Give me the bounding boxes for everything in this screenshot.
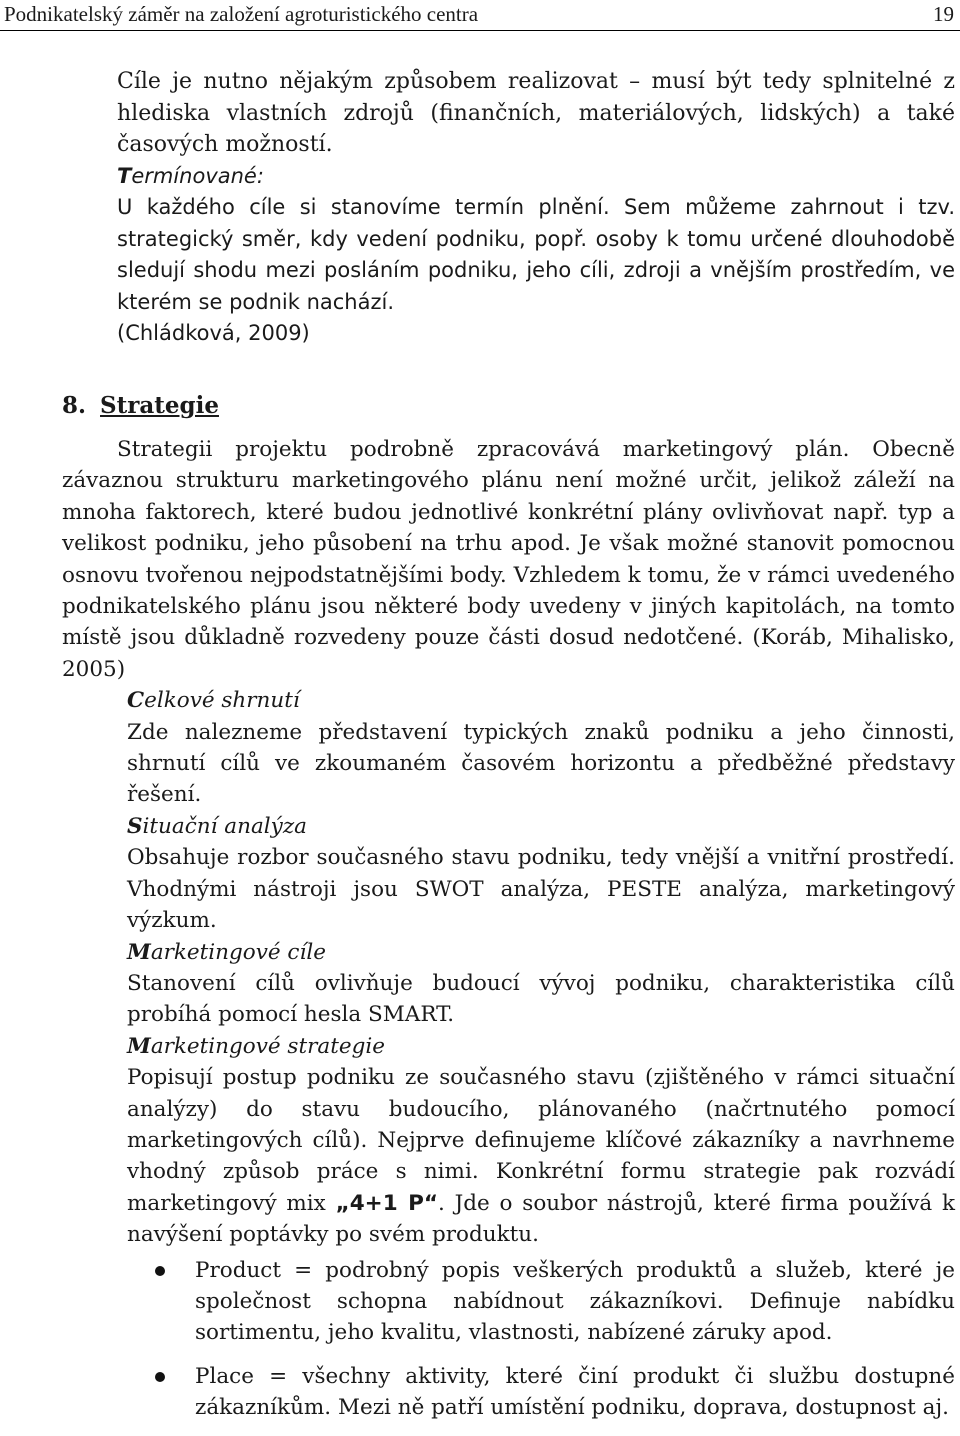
term-label-cap: T bbox=[117, 163, 132, 188]
marketing-mix-list bbox=[62, 1255, 955, 1424]
main-paragraph: Strategii projektu podrobně zpracovává marketingový plán. Obecně závaznou strukturu marketingového plánu není možné určit, jelikož záleží na mnoha faktorech, které budou jednotlivé konkrétní plány ovlivňovat např. typ a velikost podniku, jeho působení na trhu apod. Je však možné stanovit pomocnou osnovu tvořenou nejpodstatnějšími body. Vzhledem k tomu, že v rámci uvedeného podnikatelského plánu jsou některé body uvedeny v jiných kapitolách, na tomto místě jsou důkladně rozvedeny pouze části dosud nedotčené. (Koráb, Mihalisko, 2005) bbox=[62, 437, 955, 682]
strategy-text-after: . Jde o soubor nástrojů, které firma používá k navýšení poptávky po svém produktu. bbox=[127, 1190, 955, 1248]
subsection-marketing-strategies bbox=[127, 1031, 955, 1251]
page-number: 19 bbox=[933, 2, 954, 26]
subsection-title bbox=[127, 811, 955, 842]
subsection-body: Obsahuje rozbor současného stavu podniku, tedy vnější a vnitřní prostředí. Vhodnými nástroji jsou SWOT analýza, PESTE analýza, marketingový výzkum. bbox=[127, 845, 955, 934]
subsection-body: Zde nalezneme představení typických znaků podniku a jeho činnosti, shrnutí cílů ve zkoumaném časovém horizontu a předběžné představy řešení. bbox=[127, 719, 955, 808]
subsection-situational-analysis bbox=[127, 811, 955, 937]
subsection-marketing-goals bbox=[127, 937, 955, 1031]
intro-paragraph: Cíle je nutno nějakým způsobem realizovat – musí být tedy splnitelné z hlediska vlastních zdrojů (finančních, materiálových, lidských) a také časových možností. bbox=[117, 69, 955, 157]
page-header bbox=[0, 0, 960, 31]
bullet-icon bbox=[155, 1372, 165, 1382]
subsection-body bbox=[127, 1062, 955, 1250]
subsection-title-rest: arketingové strategie bbox=[150, 1033, 385, 1059]
section-heading bbox=[62, 390, 219, 422]
section-title: Strategie bbox=[100, 392, 219, 419]
list-item-text: Product = podrobný popis veškerých produktů a služeb, které je společnost schopna nabídnout zákazníkovi. Definuje nabídku sortimentu, jeho kvalitu, vlastnosti, nabízené záruky apod. bbox=[195, 1257, 955, 1346]
term-label-rest: ermínované: bbox=[131, 163, 264, 188]
subsection-title-cap: C bbox=[127, 688, 145, 714]
term-label bbox=[117, 161, 955, 193]
subsection-title bbox=[127, 937, 955, 968]
list-item-text: Place = všechny aktivity, které činí produkt či službu dostupné zákazníkům. Mezi ně patří umístění podniku, doprava, dostupnost aj. bbox=[195, 1363, 955, 1421]
intro-block bbox=[117, 66, 955, 350]
header-title: Podnikatelský záměr na založení agroturistického centra bbox=[4, 2, 479, 26]
list-item bbox=[62, 1361, 955, 1424]
term-body: U každého cíle si stanovíme termín plnění. Sem můžeme zahrnout i tzv. strategický směr, kdy vedení podniku, popř. osoby k tomu určené dlouhodobě sledují shodu mezi posláním podniku, jeho cíli, zdroji a vnějším prostředím, ve kterém se podnik nachází. bbox=[117, 195, 955, 314]
subsection-title bbox=[127, 1031, 955, 1062]
subsection-title-cap: M bbox=[127, 939, 151, 965]
marketing-mix-label: „4+1 P“ bbox=[335, 1190, 438, 1216]
section-number: 8. bbox=[62, 392, 87, 419]
subsection-title-rest: elkové shrnutí bbox=[144, 688, 300, 714]
intro-citation: (Chládková, 2009) bbox=[117, 321, 310, 345]
strategy-text-before: Popisují postup podniku ze současného stavu (zjištěného v rámci situační analýzy) do stavu budoucího, plánovaného (načrtnutého pomocí marketingových cílů). Nejprve definujeme klíčové zákazníky a navrhneme vhodný způsob práce s nimi. Konkrétní formu strategie pak rozvádí marketingový mix bbox=[127, 1065, 955, 1216]
subsection-title-rest: arketingové cíle bbox=[150, 939, 326, 965]
main-content bbox=[62, 434, 955, 1436]
subsection-title bbox=[127, 685, 955, 716]
list-item bbox=[62, 1255, 955, 1349]
subsection-title-cap: M bbox=[127, 1033, 151, 1059]
subsection-body: Stanovení cílů ovlivňuje budoucí vývoj podniku, charakteristika cílů probíhá pomocí hesla SMART. bbox=[127, 970, 955, 1028]
bullet-icon bbox=[155, 1266, 165, 1276]
subsection-title-cap: S bbox=[127, 813, 143, 839]
subsection-summary bbox=[127, 685, 955, 811]
subsection-title-rest: ituační analýza bbox=[142, 813, 307, 839]
